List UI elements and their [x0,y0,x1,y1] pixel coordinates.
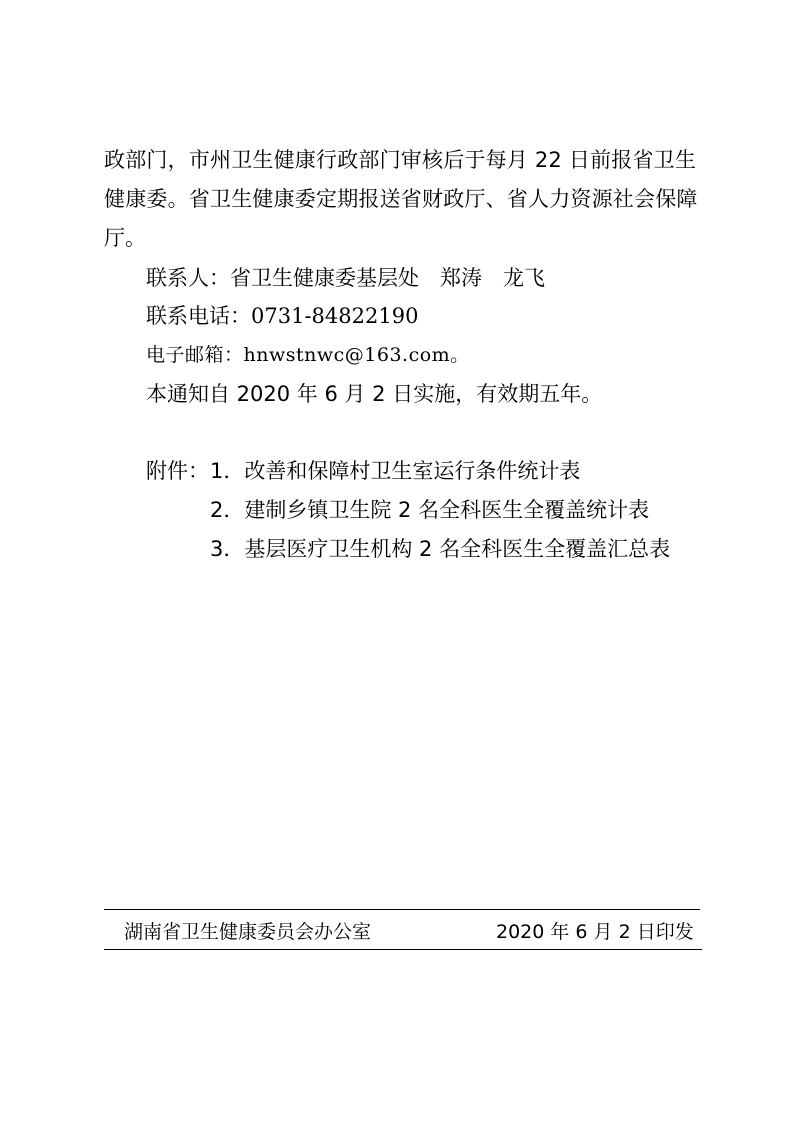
contact-phone-line [146,302,418,330]
attachment-item-3: 3．基层医疗卫生机构 2 名全科医生全覆盖汇总表 [210,537,671,561]
effective-date: 本通知自 2020 年 6 月 2 日实施，有效期五年。 [146,382,603,406]
footer-bottom-rule [104,949,702,950]
contact-phone-number: 0731-84822190 [251,304,419,328]
contact-person: 联系人：省卫生健康委基层处 郑涛 龙飞 [146,266,545,290]
footer-issue-date: 2020 年 6 月 2 日印发 [496,921,694,943]
email-address: hnwstnwc@163.com。 [243,344,470,366]
footer-top-rule [104,909,700,910]
attachment-item-1: 1．改善和保障村卫生室运行条件统计表 [210,459,581,483]
paragraph-line-1: 政部门，市州卫生健康行政部门审核后于每月 22 日前报省卫生 [104,148,697,172]
contact-phone-label: 联系电话： [146,304,251,328]
footer-issuer: 湖南省卫生健康委员会办公室 [124,921,372,943]
paragraph-line-3: 厅。 [104,226,146,250]
attachments-label: 附件： [146,459,209,483]
paragraph-line-2: 健康委。省卫生健康委定期报送省财政厅、省人力资源社会保障 [104,187,698,211]
email-line [146,341,470,369]
email-label: 电子邮箱： [146,344,244,366]
attachment-item-2: 2．建制乡镇卫生院 2 名全科医生全覆盖统计表 [210,498,650,522]
